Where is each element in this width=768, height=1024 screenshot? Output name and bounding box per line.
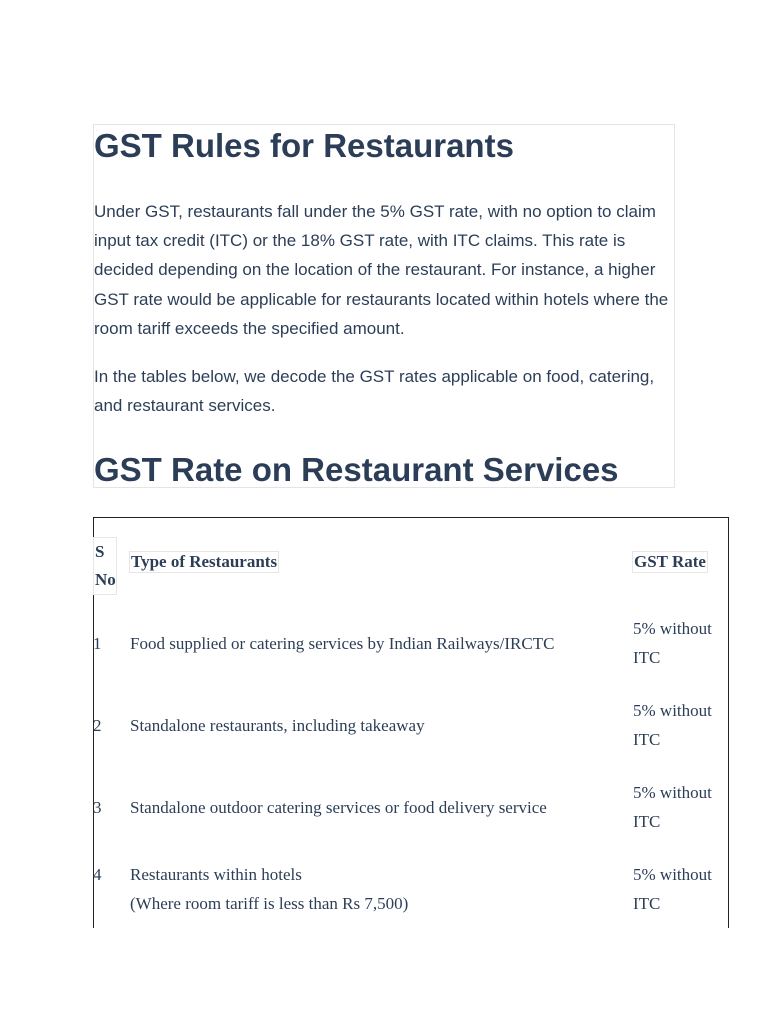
row-2-type: Standalone restaurants, including takeaway xyxy=(130,716,425,735)
row-4-rate: 5% without ITC xyxy=(633,865,712,913)
row-1-rate: 5% without ITC xyxy=(633,619,712,667)
row-2-rate: 5% without ITC xyxy=(633,701,712,749)
row-2-sno: 2 xyxy=(93,716,102,735)
row-4-sno: 4 xyxy=(93,865,102,884)
row-3-rate: 5% without ITC xyxy=(633,783,712,831)
section-title: GST Rate on Restaurant Services xyxy=(94,451,619,488)
row-3-sno: 3 xyxy=(93,798,102,817)
row-4-type: Restaurants within hotels xyxy=(130,865,302,884)
row-3-type: Standalone outdoor catering services or food delivery service xyxy=(130,798,547,817)
header-type: Type of Restaurants xyxy=(131,552,278,571)
row-1-type: Food supplied or catering services by Indian Railways/IRCTC xyxy=(130,634,555,653)
row-4-type-note: (Where room tariff is less than Rs 7,500) xyxy=(130,894,409,913)
article-section xyxy=(93,124,675,488)
page-bottom-margin xyxy=(0,928,768,1024)
gst-rate-table xyxy=(93,517,729,937)
header-sno: S No xyxy=(93,537,117,595)
header-rate: GST Rate xyxy=(634,552,706,571)
page-title: GST Rules for Restaurants xyxy=(94,127,514,164)
row-1-sno: 1 xyxy=(93,634,102,653)
tables-intro-paragraph: In the tables below, we decode the GST rates applicable on food, catering, and restaurant services. xyxy=(94,367,655,416)
intro-paragraph: Under GST, restaurants fall under the 5% GST rate, with no option to claim input tax credit (ITC) or the 18% GST rate, with ITC claims. This rate is decided depending on the location of the restaurant. For instance, a higher GST rate would be applicable for restaurants located within hotels where the room tariff exceeds the specified amount. xyxy=(94,202,669,338)
